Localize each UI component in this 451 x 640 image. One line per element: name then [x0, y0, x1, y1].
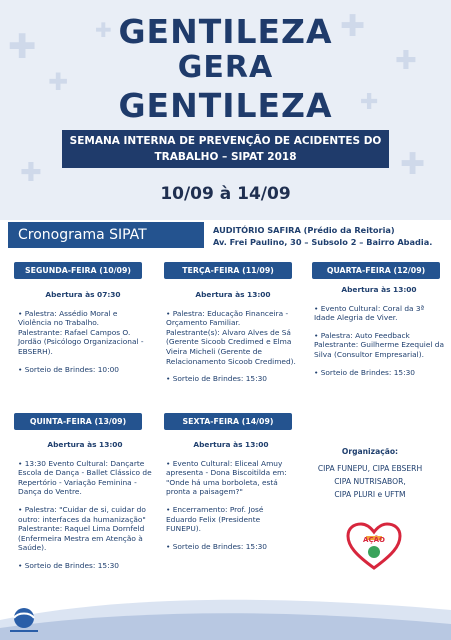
item-text: • Palestra: Auto Feedback: [314, 330, 410, 340]
heart-icon: [346, 522, 402, 570]
schedule-heading: Cronograma SIPAT: [8, 222, 204, 248]
cross-decoration-icon: ✚: [395, 46, 417, 76]
item-detail: Palestrante: Guilherme Ezequiel da Silva (Consultor Empresarial).: [314, 340, 444, 359]
cross-decoration-icon: ✚: [20, 158, 42, 188]
cross-decoration-icon: ✚: [8, 27, 37, 67]
heart-logo: [346, 522, 402, 570]
day-column-terca: [166, 290, 300, 392]
cross-decoration-icon: ✚: [400, 147, 426, 182]
venue-line-1: AUDITÓRIO SAFIRA (Prédio da Reitoria): [213, 225, 395, 235]
day-header-quarta: QUARTA-FEIRA (12/09): [312, 262, 440, 279]
schedule-item: • Evento Cultural: Eliceal Amuy apresenta - Dona Biscoitilda em: "Onde há uma borboleta, está pronta a paisagem?": [166, 458, 287, 497]
opening-time: Abertura às 13:00: [341, 285, 417, 294]
cross-decoration-icon: ✚: [340, 9, 366, 44]
day-column-quarta: [314, 285, 444, 385]
schedule-item: • Encerramento: Prof. José Eduardo Felix (Presidente FUNEPU).: [166, 504, 264, 534]
day-header-quinta: QUINTA-FEIRA (13/09): [14, 413, 142, 430]
subtitle-line-1: SEMANA INTERNA DE PREVENÇÃO DE ACIDENTES DO: [69, 135, 382, 147]
cross-decoration-icon: ✚: [48, 68, 69, 96]
opening-time: Abertura às 13:00: [195, 290, 271, 299]
organization-line-3: CIPA PLURI e UFTM: [334, 490, 406, 499]
opening-time: Abertura às 07:30: [45, 290, 121, 299]
item-text: • Palestra: Educação Financeira - Orçamento Familiar.: [166, 308, 289, 328]
bottom-wave-decoration: [0, 590, 451, 640]
item-detail: Palestrante: Rafael Campos O. Jordão (Psicólogo Organizacional - EBSERH).: [18, 327, 144, 356]
day-header-terca: TERÇA-FEIRA (11/09): [164, 262, 292, 279]
schedule-item: • Sorteio de Brindes: 15:30: [166, 541, 267, 551]
schedule-item: • Sorteio de Brindes: 15:30: [18, 560, 119, 570]
schedule-item: [18, 309, 148, 357]
funepu-logo: [6, 606, 42, 634]
item-text: • Palestra: Assédio Moral e Violência no Trabalho.: [18, 308, 118, 328]
opening-time: Abertura às 13:00: [193, 440, 269, 449]
day-column-segunda: [18, 290, 148, 382]
cross-decoration-icon: ✚: [95, 18, 112, 42]
logo-text: AÇÃO: [363, 536, 385, 544]
event-dates: 10/09 à 14/09: [160, 184, 291, 204]
day-column-sexta: [166, 440, 296, 559]
schedule-item: [166, 309, 300, 367]
title-line-1: GENTILEZA: [118, 12, 333, 51]
organization-label: Organização:: [341, 447, 399, 456]
day-header-segunda: SEGUNDA-FEIRA (10/09): [14, 262, 142, 279]
venue-line-2: Av. Frei Paulino, 30 – Subsolo 2 – Bairro Abadia.: [213, 237, 433, 247]
venue: [213, 224, 445, 248]
subtitle-band: [62, 130, 389, 168]
cross-decoration-icon: ✚: [360, 90, 379, 115]
item-detail: Palestrante(s): Alvaro Alves de Sá (Gerente Sicoob Credimed e Elma Vieira Micheli (Gerente de Relacionamento Sicoob Credimed).: [166, 327, 296, 366]
schedule-item: • Evento Cultural: Coral da 3ª Idade Alegria de Viver.: [314, 303, 425, 323]
item-detail: Palestrante: Raquel Lima Dornfeld (Enfermeira Mestra em Atenção à Saúde).: [18, 524, 145, 553]
schedule-item: • Sorteio de Brindes: 15:30: [166, 374, 267, 384]
schedule-item: • Sorteio de Brindes: 15:30: [314, 367, 415, 377]
title-line-2: GERA: [177, 50, 274, 85]
funepu-logo-icon: [6, 606, 42, 634]
organization: [300, 445, 440, 501]
day-column-quinta: [18, 440, 152, 579]
organization-line-1: CIPA FUNEPU, CIPA EBSERH: [317, 464, 423, 473]
subtitle-line-2: TRABALHO – SIPAT 2018: [154, 151, 297, 163]
day-header-sexta: SEXTA-FEIRA (14/09): [164, 413, 292, 430]
schedule-item: • Sorteio de Brindes: 10:00: [18, 364, 119, 374]
organization-line-2: CIPA NUTRISABOR,: [334, 477, 406, 486]
title-line-3: GENTILEZA: [118, 86, 333, 125]
schedule-item: [314, 331, 444, 360]
item-text: • Palestra: "Cuidar de si, cuidar do outro: interfaces da humanização": [18, 504, 146, 524]
schedule-item: • 13:30 Evento Cultural: Dançarte Escola de Dança - Ballet Clássico de Repertório - Variação Feminina - Dança do Ventre.: [18, 458, 152, 497]
opening-time: Abertura às 13:00: [47, 440, 123, 449]
schedule-item: [18, 505, 152, 553]
